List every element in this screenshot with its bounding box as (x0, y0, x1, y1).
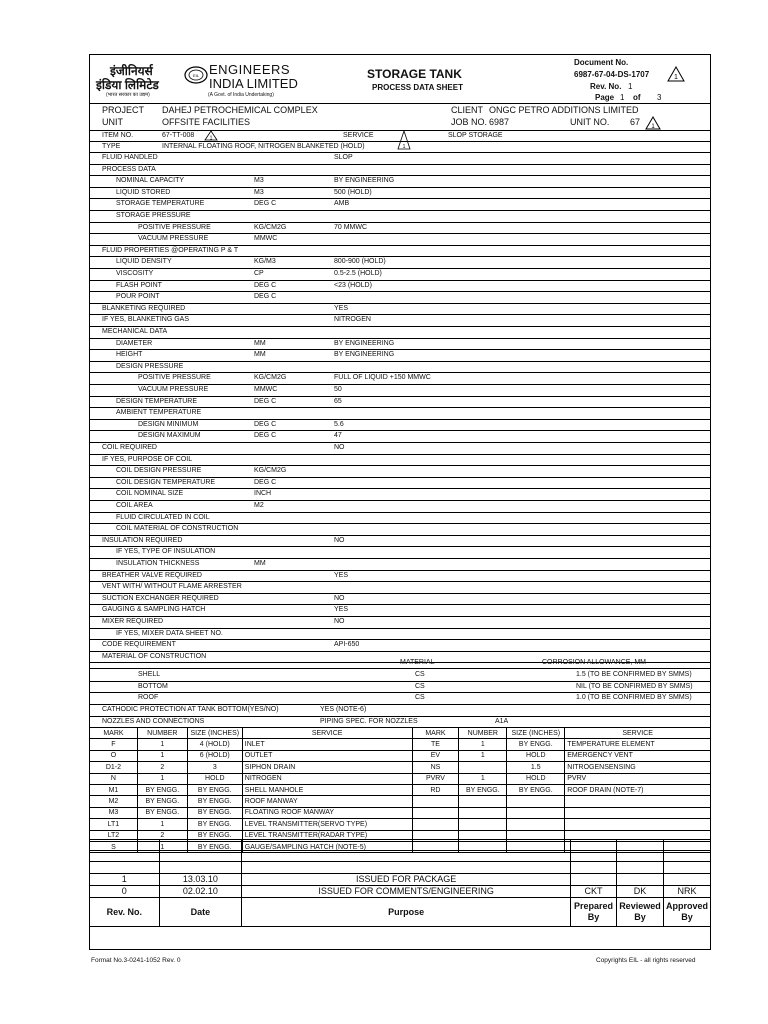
revision-cell-rev: 1 (90, 874, 160, 886)
format-number: Format No.3-0241-1052 Rev. 0 (91, 957, 181, 964)
moc-material: CS (415, 682, 425, 690)
nozzle-cell: 1 (137, 819, 187, 830)
project-label: PROJECT (102, 105, 145, 115)
row-value: 70 MMWC (334, 223, 368, 231)
row-unit: KG/M3 (254, 258, 276, 266)
revision-cell-rev (90, 862, 160, 874)
logo-hindi-sub: (भारत सरकार का उद्यम) (106, 92, 150, 98)
row-label: BREATHER VALVE REQUIRED (102, 571, 202, 579)
revision-cell-dk (616, 862, 663, 874)
row-label: GAUGING & SAMPLING HATCH (102, 606, 206, 614)
row-value: 65 (334, 397, 342, 405)
row-unit: INCH (254, 490, 272, 498)
row-value: BY ENGINEERING (334, 351, 395, 359)
document-label: Document No. (574, 58, 629, 67)
row-unit: DEG C (254, 432, 277, 440)
nozzle-cell: RD (412, 784, 459, 795)
moc-material: CS (415, 694, 425, 702)
row-value: 50 (334, 386, 342, 393)
nozzle-cell (507, 807, 565, 818)
revision-cell-ckt (571, 840, 617, 851)
document-number: 6987-67-04-DS-1707 (574, 70, 650, 79)
moc-ca: NIL (TO BE CONFIRMED BY SMMS) (576, 682, 693, 690)
row-unit: MMWC (254, 235, 278, 243)
row-unit: DEG C (254, 420, 277, 428)
revision-cell-dk: DK (616, 886, 663, 898)
svg-text:1: 1 (651, 124, 655, 130)
nozzle-header-cell: SERVICE (565, 728, 711, 739)
row-unit: DEG C (254, 293, 277, 301)
row-value: NO (334, 536, 345, 544)
client-label: CLIENT (451, 105, 484, 115)
nozzle-table (89, 727, 711, 853)
revision-cell-date: 02.02.10 (159, 886, 242, 898)
unit-value: OFFSITE FACILITIES (162, 117, 251, 127)
revision-cell-rev: 0 (90, 886, 160, 898)
row-label: POSITIVE PRESSURE (138, 223, 211, 231)
nozzle-cell: BY ENGG. (137, 784, 187, 795)
nozzle-cell: 1 (459, 750, 507, 761)
logo-en-line1: ENGINEERS (209, 62, 291, 77)
row-label: DESIGN MINIMUM (138, 420, 199, 428)
row-label: PROCESS DATA (102, 165, 156, 173)
revision-cell-nrk (663, 840, 710, 851)
revision-cell-dk (616, 874, 663, 886)
nozzle-cell: S (90, 841, 138, 852)
nozzle-cell (565, 819, 711, 830)
nozzle-header-cell: MARK (90, 728, 138, 739)
nozzle-cell (412, 796, 459, 807)
row-label: COIL AREA (116, 502, 153, 509)
unit-label: UNIT (102, 117, 123, 127)
svg-text:1: 1 (402, 144, 406, 150)
row-value: 0.5-2.5 (HOLD) (334, 270, 382, 277)
nozzle-cell: BY ENGG. (137, 807, 187, 818)
nozzle-cell: 3 (187, 762, 242, 773)
revision-cell-date: 13.03.10 (159, 874, 242, 886)
row-unit: KG/CM2G (254, 467, 287, 475)
moc-ca: 1.0 (TO BE CONFIRMED BY SMMS) (576, 694, 692, 702)
nozzle-cell: N (90, 773, 138, 784)
nozzle-cell: D1-2 (90, 762, 138, 773)
row-value: BY ENGINEERING (334, 339, 395, 347)
row-label: MATERIAL OF CONSTRUCTION (102, 652, 207, 660)
revision-row (90, 862, 711, 874)
row-label: DIAMETER (116, 339, 153, 347)
nozzle-cell: INLET (242, 739, 412, 750)
nozzle-cell: LT2 (90, 830, 138, 841)
row-label: AMBIENT TEMPERATURE (116, 409, 202, 417)
row-label: VISCOSITY (116, 270, 154, 277)
row-label: FLASH POINT (116, 281, 162, 289)
nozzle-cell: 1 (137, 841, 187, 852)
nozzle-row (90, 807, 711, 818)
job-label: JOB NO. (451, 117, 488, 127)
row-value: BY ENGINEERING (334, 177, 395, 185)
row-unit: KG/CM2G (254, 374, 287, 382)
rev-value: 1 (628, 82, 633, 91)
row-value: NO (334, 444, 345, 451)
nozzle-cell: SHELL MANHOLE (242, 784, 412, 795)
revision-head-prepared: Prepared By (571, 898, 617, 927)
nozzle-cell: BY ENGG. (137, 796, 187, 807)
nozzle-cell: BY ENGG. (187, 819, 242, 830)
nozzle-header-cell: SIZE (INCHES) (187, 728, 242, 739)
revision-row (90, 886, 711, 898)
nozzle-cell: BY ENGG. (187, 784, 242, 795)
nozzle-cell: ROOF DRAIN (NOTE-7) (565, 784, 711, 795)
project-value: DAHEJ PETROCHEMICAL COMPLEX (162, 105, 318, 115)
revision-row (90, 874, 711, 886)
nozzle-header-cell: MARK (412, 728, 459, 739)
logo-hindi-line2: इंडिया लिमिटेड (96, 78, 159, 92)
nozzle-cell: 2 (137, 830, 187, 841)
revision-cell-dk (616, 851, 663, 862)
type-label: TYPE (102, 143, 121, 150)
revision-cell-date (159, 840, 242, 851)
unitno-value: 67 (630, 117, 641, 127)
page-total: 3 (657, 93, 662, 102)
revision-cell-purpose (242, 840, 571, 851)
revision-head-rev: Rev. No. (90, 898, 160, 927)
revision-cell-purpose (242, 851, 571, 862)
page-value: 1 (620, 93, 625, 102)
nozzle-cell: HOLD (187, 773, 242, 784)
row-unit: DEG C (254, 478, 277, 486)
nozzle-cell (507, 796, 565, 807)
row-value: NO (334, 594, 345, 602)
nozzle-cell: M1 (90, 784, 138, 795)
nozzle-row (90, 762, 711, 773)
revision-cell-nrk (663, 851, 710, 862)
piping-spec-value: A1A (495, 718, 509, 725)
type-value: INTERNAL FLOATING ROOF, NITROGEN BLANKETED (HOLD) (162, 143, 365, 150)
revision-cell-nrk: NRK (663, 886, 710, 898)
job-value: 6987 (489, 117, 510, 127)
row-label: LIQUID STORED (116, 188, 171, 196)
revision-cell-ckt (571, 862, 617, 874)
moc-material-header: MATERIAL (400, 659, 435, 666)
revision-cell-purpose: ISSUED FOR PACKAGE (242, 874, 571, 886)
revision-header-row (90, 898, 711, 927)
nozzle-row (90, 750, 711, 761)
nozzle-cell: 1 (137, 773, 187, 784)
revision-triangle-icon (645, 116, 661, 130)
row-label: IF YES, TYPE OF INSULATION (116, 548, 216, 556)
revision-triangle-icon (667, 66, 685, 82)
row-unit: DEG C (254, 200, 277, 208)
revision-head-purpose: Purpose (242, 898, 571, 927)
service-label: SERVICE (343, 132, 374, 139)
rev-label: Rev. No. (590, 82, 622, 91)
nozzle-cell: BY ENGG. (187, 830, 242, 841)
nozzle-cell: 1.5 (507, 762, 565, 773)
nozzle-cell: PVRV (412, 773, 459, 784)
svg-text:1: 1 (209, 135, 213, 141)
row-label: HEIGHT (116, 351, 143, 359)
revision-triangle-icon (204, 130, 218, 141)
revision-cell-date (159, 862, 242, 874)
svg-text:1: 1 (674, 74, 678, 81)
nozzle-cell: 1 (137, 750, 187, 761)
page-subtitle: PROCESS DATA SHEET (372, 83, 463, 92)
logo-en-line2: INDIA LIMITED (209, 76, 298, 91)
row-label: NOMINAL CAPACITY (116, 177, 185, 185)
svg-text:EIL: EIL (192, 73, 200, 78)
moc-material: CS (415, 671, 425, 678)
nozzle-cell: BY ENGG. (187, 807, 242, 818)
row-label: VENT WITH/ WITHOUT FLAME ARRESTER (102, 583, 242, 591)
nozzle-cell: BY ENGG. (187, 796, 242, 807)
nozzle-row (90, 739, 711, 750)
row-label: INSULATION REQUIRED (102, 536, 183, 544)
revision-cell-nrk (663, 862, 710, 874)
nozzle-cell: BY ENGG. (459, 784, 507, 795)
row-value: 500 (HOLD) (334, 188, 372, 196)
revision-cell-ckt: CKT (571, 886, 617, 898)
nozzle-cell (565, 796, 711, 807)
moc-part: BOTTOM (138, 682, 168, 690)
nozzle-cell: M3 (90, 807, 138, 818)
row-unit: DEG C (254, 281, 277, 289)
row-label: STORAGE PRESSURE (116, 212, 191, 219)
revision-head-approved: Approved By (663, 898, 710, 927)
nozzle-cell: ROOF MANWAY (242, 796, 412, 807)
row-value: 800-900 (HOLD) (334, 258, 386, 266)
row-label: LIQUID DENSITY (116, 258, 172, 266)
moc-part: SHELL (138, 671, 161, 678)
nozzle-header-cell: NUMBER (137, 728, 187, 739)
nozzle-cell (412, 819, 459, 830)
row-label: MECHANICAL DATA (102, 328, 168, 335)
page-of-label: of (633, 93, 641, 102)
revision-head-date: Date (159, 898, 242, 927)
row-label: FLUID HANDLED (102, 154, 158, 161)
nozzle-cell: F (90, 739, 138, 750)
nozzle-cell: SIPHON DRAIN (242, 762, 412, 773)
moc-ca-header: CORROSION ALLOWANCE, MM (542, 659, 646, 666)
row-value: YES (334, 606, 349, 614)
row-label: POSITIVE PRESSURE (138, 374, 211, 382)
nozzle-cell: LT1 (90, 819, 138, 830)
nozzle-cell: GAUGE/SAMPLING HATCH (NOTE-5) (242, 841, 412, 852)
nozzle-cell: HOLD (507, 750, 565, 761)
row-value: API-650 (334, 641, 360, 649)
service-value: SLOP STORAGE (448, 132, 503, 139)
revision-row (90, 851, 711, 862)
row-value: YES (334, 304, 349, 312)
row-label: IF YES, PURPOSE OF COIL (102, 455, 193, 463)
revision-row (90, 840, 711, 851)
nozzle-cell: 2 (137, 762, 187, 773)
nozzle-cell: NITROGEN (242, 773, 412, 784)
row-value: <23 (HOLD) (334, 281, 372, 289)
page-label: Page (595, 93, 615, 102)
revision-cell-dk (616, 840, 663, 851)
row-unit: KG/CM2G (254, 223, 287, 231)
row-unit: MM (254, 351, 266, 359)
revision-cell-nrk (663, 874, 710, 886)
nozzle-cell (412, 807, 459, 818)
revision-cell-purpose (242, 862, 571, 874)
nozzle-row (90, 796, 711, 807)
nozzle-cell: 1 (459, 739, 507, 750)
row-label: DESIGN PRESSURE (116, 362, 184, 370)
row-value: YES (334, 571, 349, 579)
item-label: ITEM NO. (102, 132, 134, 139)
copyright: Copyrights EIL - all rights reserved (596, 957, 696, 964)
nozzle-cell (459, 807, 507, 818)
nozzle-cell: TEMPERATURE ELEMENT (565, 739, 711, 750)
row-unit: CP (254, 270, 264, 277)
row-unit: M3 (254, 188, 264, 196)
row-label: SUCTION EXCHANGER REQUIRED (102, 594, 219, 602)
row-unit: MMWC (254, 386, 278, 393)
logo-en-sub: (A Govt. of India Undertaking) (208, 92, 274, 98)
nozzle-cell (507, 819, 565, 830)
row-label: POUR POINT (116, 293, 160, 301)
nozzle-cell (459, 819, 507, 830)
logo-emblem-icon (184, 66, 208, 89)
row-label: VACUUM PRESSURE (138, 235, 209, 243)
nozzle-cell: PVRV (565, 773, 711, 784)
nozzle-cell: BY ENGG. (187, 841, 242, 852)
item-value: 67-TT-008 (162, 132, 195, 139)
nozzle-row (90, 784, 711, 795)
logo-hindi-line1: इंजीनियर्स (110, 64, 153, 78)
row-label: MIXER REQUIRED (102, 618, 164, 625)
row-unit: M2 (254, 502, 264, 509)
piping-spec-label: PIPING SPEC. FOR NOZZLES (320, 718, 418, 725)
row-label: STORAGE TEMPERATURE (116, 200, 205, 208)
revision-head-reviewed: Reviewed By (616, 898, 663, 927)
nozzle-cell: LEVEL TRANSMITTER(SERVO TYPE) (242, 819, 412, 830)
nozzle-header-cell: SIZE (INCHES) (507, 728, 565, 739)
revision-cell-date (159, 851, 242, 862)
nozzle-cell: 1 (137, 739, 187, 750)
row-label: COIL REQUIRED (102, 444, 157, 451)
moc-part: ROOF (138, 694, 159, 702)
row-value: AMB (334, 200, 350, 208)
nozzle-cell: BY ENGG. (507, 784, 565, 795)
revision-cell-rev (90, 840, 160, 851)
nozzle-cell: BY ENGG. (507, 739, 565, 750)
nozzle-cell: NITROGENSENSING (565, 762, 711, 773)
row-value: NO (334, 618, 345, 625)
row-label: IF YES, BLANKETING GAS (102, 316, 190, 324)
nozzle-cell: O (90, 750, 138, 761)
nozzle-cell: NS (412, 762, 459, 773)
nozzle-cell: LEVEL TRANSMITTER(RADAR TYPE) (242, 830, 412, 841)
page-title: STORAGE TANK (367, 67, 462, 81)
row-label: CODE REQUIREMENT (102, 641, 176, 649)
unitno-label: UNIT NO. (570, 117, 610, 127)
row-unit: MM (254, 339, 266, 347)
nozzle-cell: TE (412, 739, 459, 750)
row-label: COIL DESIGN PRESSURE (116, 467, 202, 475)
nozzle-cell: 4 (HOLD) (187, 739, 242, 750)
nozzle-cell: 1 (459, 773, 507, 784)
nozzle-header-row (90, 728, 711, 739)
nozzle-row (90, 773, 711, 784)
nozzle-cell: M2 (90, 796, 138, 807)
row-unit: M3 (254, 177, 264, 185)
revision-triangle-icon (397, 130, 411, 150)
cathodic-label: CATHODIC PROTECTION AT TANK BOTTOM(YES/NO) (102, 706, 279, 713)
row-unit: DEG C (254, 397, 277, 405)
row-label: DESIGN TEMPERATURE (116, 397, 198, 405)
nozzle-cell: EV (412, 750, 459, 761)
row-value: FULL OF LIQUID +150 MMWC (334, 374, 431, 382)
revision-cell-purpose: ISSUED FOR COMMENTS/ENGINEERING (242, 886, 571, 898)
revision-cell-ckt (571, 874, 617, 886)
row-label: IF YES, MIXER DATA SHEET NO. (116, 629, 223, 637)
nozzle-cell: HOLD (507, 773, 565, 784)
row-label: DESIGN MAXIMUM (138, 432, 201, 440)
row-value: SLOP (334, 154, 353, 161)
row-value: 5.6 (334, 420, 344, 428)
nozzle-cell: OUTLET (242, 750, 412, 761)
row-value: NITROGEN (334, 316, 371, 324)
eil-logo (96, 59, 296, 99)
row-label: COIL DESIGN TEMPERATURE (116, 478, 216, 486)
nozzle-cell: FLOATING ROOF MANWAY (242, 807, 412, 818)
nozzle-header-cell: NUMBER (459, 728, 507, 739)
revision-cell-ckt (571, 851, 617, 862)
row-label: BLANKETING REQUIRED (102, 304, 186, 312)
revision-table (89, 839, 711, 927)
data-sheet (89, 54, 711, 950)
moc-ca: 1.5 (TO BE CONFIRMED BY SMMS) (576, 671, 692, 678)
row-label: FLUID CIRCULATED IN COIL (116, 513, 210, 521)
nozzle-cell (459, 796, 507, 807)
revision-cell-rev (90, 851, 160, 862)
row-label: VACUUM PRESSURE (138, 386, 209, 393)
nozzle-row (90, 819, 711, 830)
row-label: COIL NOMINAL SIZE (116, 490, 184, 498)
nozzle-cell: EMERGENCY VENT (565, 750, 711, 761)
row-label: FLUID PROPERTIES @OPERATING P & T (102, 246, 239, 254)
nozzle-cell (459, 762, 507, 773)
nozzles-title: NOZZLES AND CONNECTIONS (102, 718, 205, 725)
row-label: COIL MATERIAL OF CONSTRUCTION (116, 525, 239, 533)
nozzle-header-cell: SERVICE (242, 728, 412, 739)
nozzle-cell (565, 807, 711, 818)
client-value: ONGC PETRO ADDITIONS LIMITED (489, 105, 639, 115)
row-unit: MM (254, 560, 266, 567)
cathodic-value: YES (NOTE-6) (320, 706, 367, 713)
row-value: 47 (334, 432, 342, 440)
row-label: INSULATION THICKNESS (116, 560, 200, 567)
nozzle-cell: 6 (HOLD) (187, 750, 242, 761)
